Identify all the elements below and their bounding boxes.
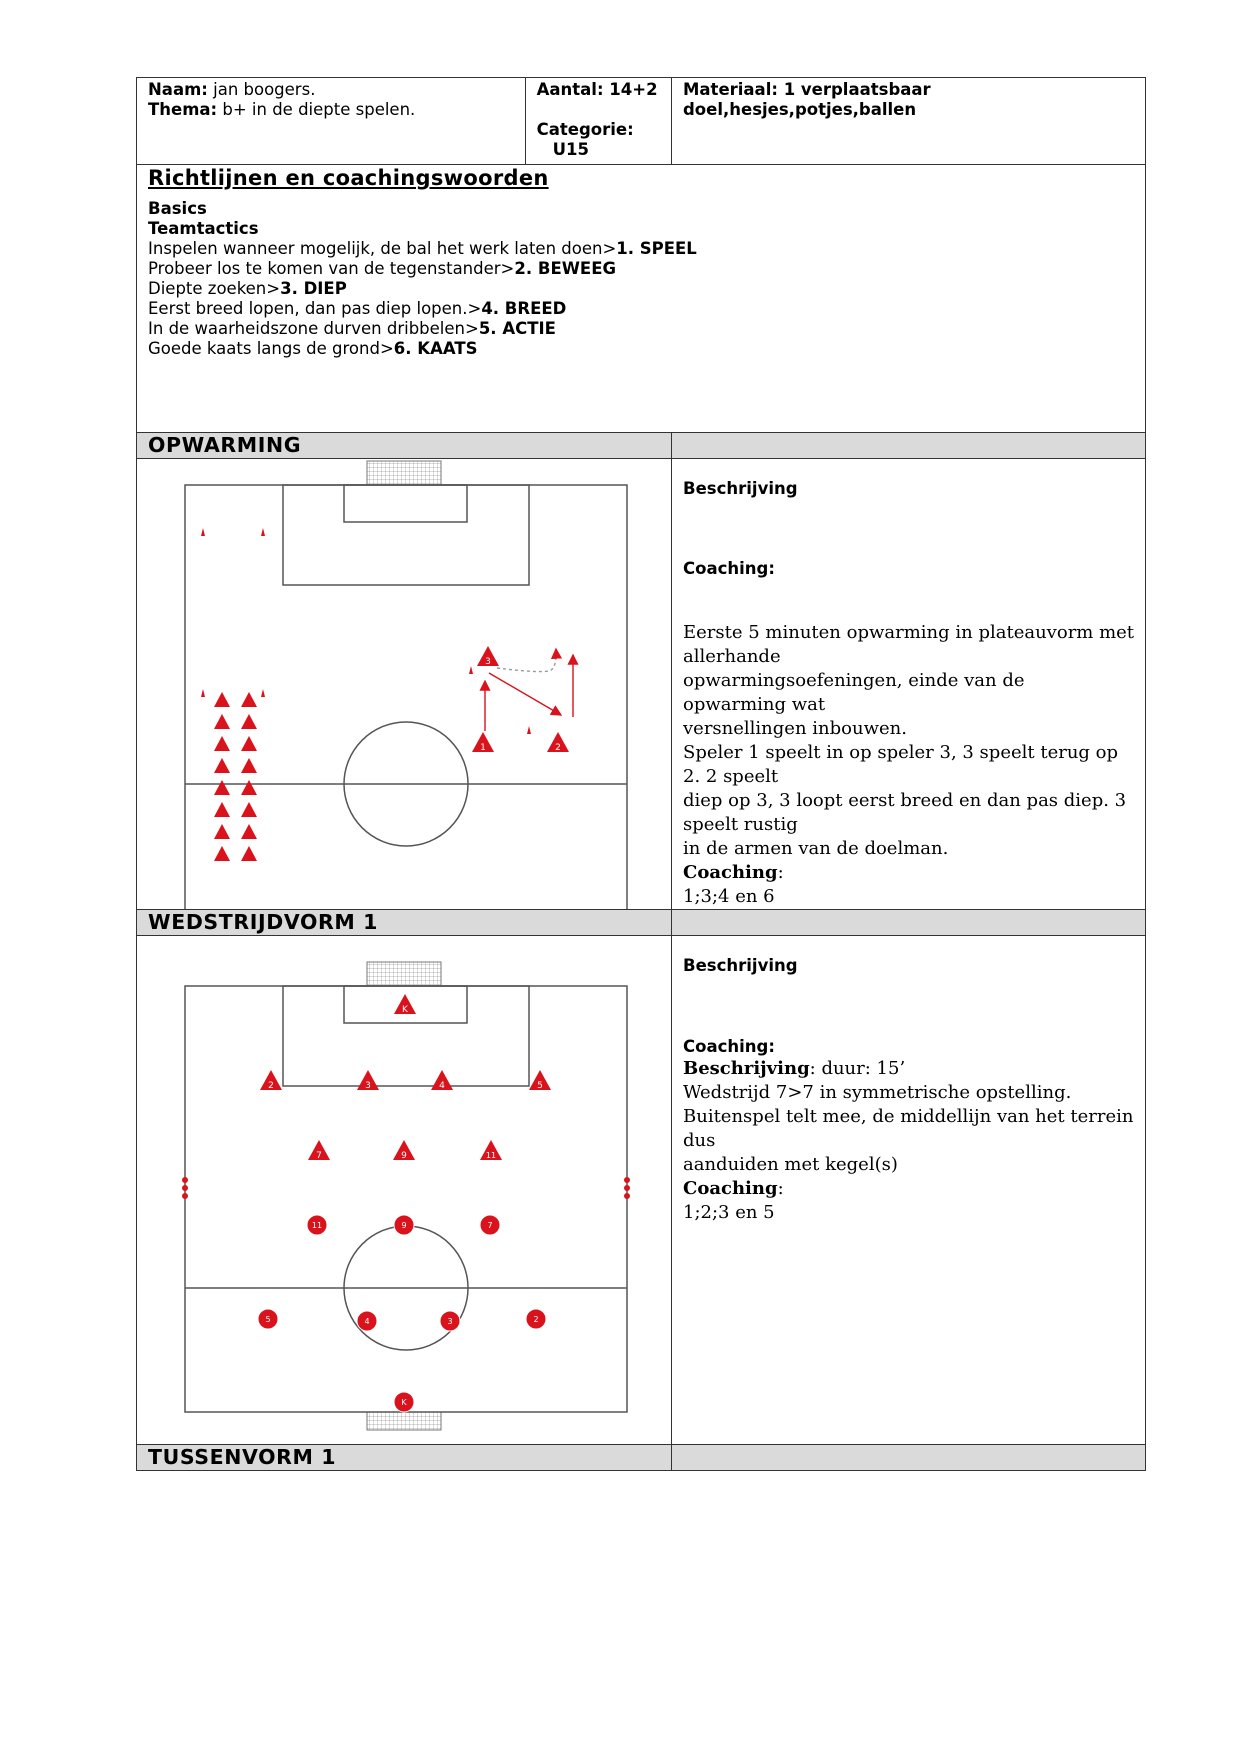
richtlijn-item: Probeer los te komen van de tegenstander>2. BEWEEG — [148, 259, 617, 278]
waiting-player — [241, 758, 257, 773]
waiting-player — [241, 802, 257, 817]
thema-label: Thema: — [148, 100, 218, 119]
svg-text:3: 3 — [485, 657, 491, 667]
attack-player-11 — [480, 1140, 502, 1160]
tussenvorm-header-right — [672, 1445, 1146, 1471]
opwarming-diagram — [137, 459, 671, 909]
attack-keeper — [394, 994, 416, 1015]
basics-heading: Basics — [148, 199, 207, 218]
svg-text:9: 9 — [401, 1151, 407, 1161]
opwarming-diagram-cell — [137, 459, 672, 910]
opwarming-header: OPWARMING — [137, 433, 672, 459]
defense-player-4 — [357, 1311, 377, 1331]
svg-text:5: 5 — [265, 1315, 271, 1324]
wedstrijdvorm-diagram-cell — [137, 936, 672, 1445]
waiting-player — [241, 824, 257, 839]
wedstrijdvorm-coaching-label: Coaching: — [683, 1037, 775, 1056]
wedstrijdvorm-text-cell — [672, 936, 1146, 1445]
teamtactics-heading: Teamtactics — [148, 219, 259, 238]
opwarming-coaching-value: 1;3;4 en 6 — [683, 886, 775, 907]
wedstrijdvorm-header: WEDSTRIJDVORM 1 — [137, 910, 672, 936]
materiaal-cell — [672, 78, 1146, 165]
aantal-categorie-cell — [525, 78, 671, 165]
thema-value: b+ in de diepte spelen. — [222, 100, 416, 119]
defense-player-11 — [307, 1215, 327, 1235]
naam-label: Naam: — [148, 80, 208, 99]
materiaal-line-1: Materiaal: 1 verplaatsbaar — [683, 80, 931, 99]
categorie-label: Categorie: — [536, 120, 634, 139]
waiting-player — [214, 846, 230, 861]
attack-player-3 — [357, 1070, 379, 1091]
player-2 — [547, 732, 569, 753]
svg-text:7: 7 — [487, 1221, 493, 1230]
waiting-player — [214, 802, 230, 817]
midline-cones — [182, 1177, 630, 1199]
attack-player-4 — [431, 1070, 453, 1091]
svg-text:2: 2 — [555, 743, 561, 753]
svg-text:11: 11 — [485, 1151, 497, 1160]
richtlijn-item: In de waarheidszone durven dribbelen>5. ACTIE — [148, 319, 556, 338]
svg-text:3: 3 — [447, 1317, 453, 1326]
richtlijn-item: Eerst breed lopen, dan pas diep lopen.>4. BREED — [148, 299, 567, 318]
waiting-player — [214, 824, 230, 839]
wedstrijdvorm-beschrijving-label: Beschrijving — [683, 956, 798, 975]
richtlijnen-title: Richtlijnen en coachingswoorden — [148, 166, 549, 190]
svg-text:K: K — [402, 1005, 408, 1015]
svg-text:3: 3 — [365, 1081, 371, 1091]
svg-text:2: 2 — [533, 1315, 539, 1324]
svg-text:1: 1 — [480, 743, 486, 753]
defense-player-7 — [480, 1215, 500, 1235]
svg-text:4: 4 — [364, 1317, 370, 1326]
defense-player-5 — [258, 1309, 278, 1329]
naam-value: jan boogers. — [213, 80, 316, 99]
wedstrijdvorm-diagram — [137, 936, 671, 1444]
pitch-lines — [185, 962, 627, 1430]
opwarming-coaching-label: Coaching: — [683, 559, 775, 578]
attack-player-2 — [260, 1070, 282, 1091]
svg-text:5: 5 — [537, 1081, 543, 1091]
attack-player-7 — [308, 1140, 330, 1161]
waiting-player — [214, 714, 230, 729]
richtlijn-item: Goede kaats langs de grond>6. KAATS — [148, 339, 478, 358]
richtlijnen-cell — [137, 165, 1146, 433]
svg-text:7: 7 — [316, 1151, 322, 1161]
waiting-player — [241, 714, 257, 729]
waiting-player — [241, 846, 257, 861]
player-column — [214, 692, 257, 861]
opwarming-text-cell — [672, 459, 1146, 910]
waiting-player — [214, 692, 230, 707]
svg-text:9: 9 — [401, 1221, 407, 1230]
svg-text:4: 4 — [439, 1081, 445, 1091]
waiting-player — [214, 780, 230, 795]
svg-text:11: 11 — [311, 1221, 323, 1230]
wedstrijdvorm-header-right — [672, 910, 1146, 936]
wedstrijdvorm-coaching-value: 1;2;3 en 5 — [683, 1202, 775, 1223]
waiting-player — [241, 692, 257, 707]
richtlijn-item: Diepte zoeken>3. DIEP — [148, 279, 347, 298]
richtlijn-item: Inspelen wanneer mogelijk, de bal het werk laten doen>1. SPEEL — [148, 239, 697, 258]
waiting-player — [241, 736, 257, 751]
tussenvorm-header: TUSSENVORM 1 — [137, 1445, 672, 1471]
defense-keeper — [394, 1392, 414, 1412]
waiting-player — [214, 758, 230, 773]
pitch-lines — [185, 461, 627, 909]
waiting-player — [214, 736, 230, 751]
defense-player-3 — [440, 1311, 460, 1331]
defense-player-2 — [526, 1309, 546, 1329]
waiting-player — [241, 780, 257, 795]
naam-thema-cell — [137, 78, 526, 165]
training-sheet — [136, 77, 1146, 1471]
player-1 — [472, 732, 494, 753]
opwarming-header-right — [672, 433, 1146, 459]
defense-player-9 — [394, 1215, 414, 1235]
player-3 — [477, 646, 499, 667]
wedstrijdvorm-description: Beschrijving: duur: 15’ Wedstrijd 7>7 in symmetrische opstelling. Buitenspel telt mee, de middellijn van het terrein dus aanduiden met kegel(s) Coaching: 1;2;3 en 5 — [683, 1058, 1134, 1223]
svg-text:K: K — [401, 1398, 407, 1407]
materiaal-line-2: doel,hesjes,potjes,ballen — [683, 100, 917, 119]
attack-player-9 — [393, 1140, 415, 1161]
svg-text:2: 2 — [268, 1081, 274, 1091]
opwarming-beschrijving-label: Beschrijving — [683, 479, 798, 498]
aantal: Aantal: 14+2 — [536, 80, 658, 99]
attack-player-5 — [529, 1070, 551, 1091]
categorie-value: U15 — [552, 140, 589, 159]
opwarming-description: Eerste 5 minuten opwarming in plateauvorm met allerhande opwarmingsoefeningen, einde van de opwarming wat versnellingen inbouwen. Speler 1 speelt in op speler 3, 3 speelt terug op 2. 2 speelt diep op 3, 3 loopt eerst breed en dan pas diep. 3 speelt rustig in de armen van de doelman. Coaching: 1;3;4 en 6 — [683, 622, 1135, 907]
passing-arrows — [485, 649, 573, 731]
